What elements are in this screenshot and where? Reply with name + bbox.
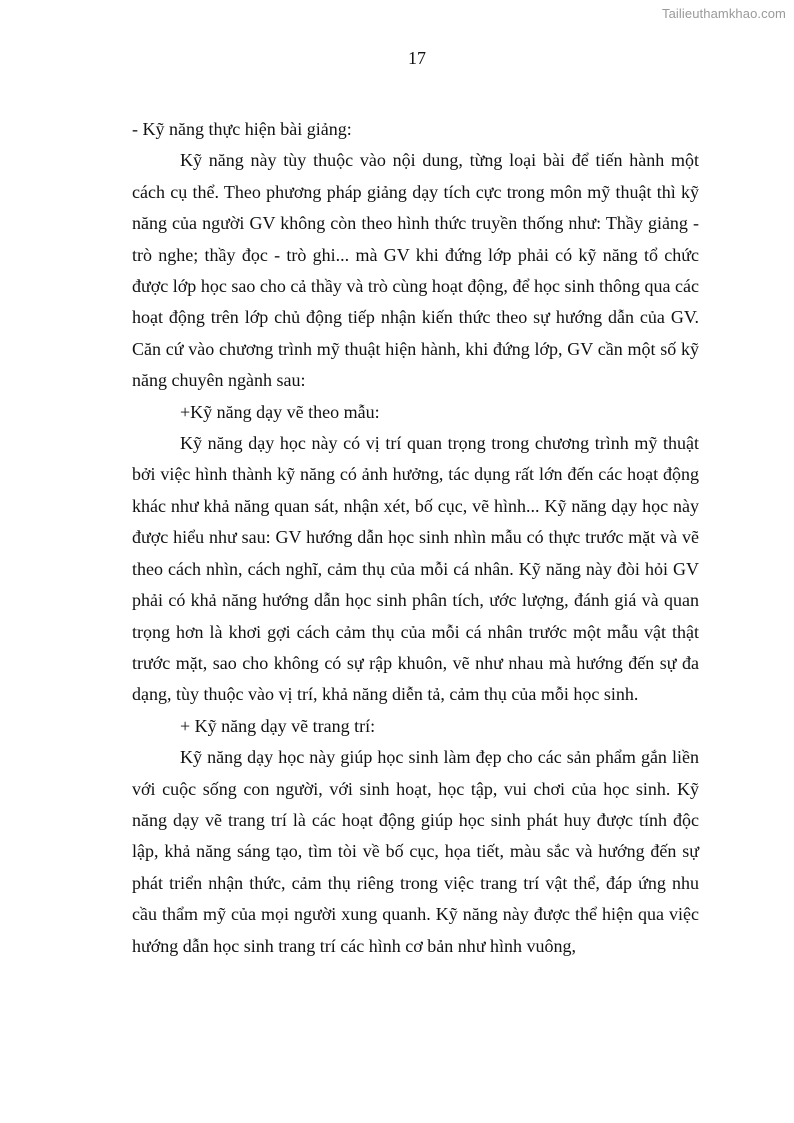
paragraph-heading-lecture-skill: - Kỹ năng thực hiện bài giảng: — [132, 119, 352, 139]
watermark-text: Tailieuthamkhao.com — [661, 6, 786, 21]
paragraph-heading-decorative-drawing: + Kỹ năng dạy vẽ trang trí: — [180, 715, 376, 736]
paragraph-lecture-skill: Kỹ năng này tùy thuộc vào nội dung, từng loại bài để tiến hành một cách cụ thể. Theo phương pháp giảng dạy tích cực trong môn mỹ thuật thì kỹ năng của người GV không còn theo hình thức truyền thống như: Thầy giảng - trò nghe; thầy đọc - trò ghi... mà GV khi đứng lớp phải có kỹ năng tổ chức được lớp học sao cho cả thầy và trò cùng hoạt động, để học sinh thông qua các hoạt động trên lớp chủ động tiếp nhận kiến thức theo sự hướng dẫn của GV. Căn cứ vào chương trình mỹ thuật hiện hành, khi đứng lớp, GV cần một số kỹ năng chuyên ngành sau: — [132, 150, 699, 391]
paragraph-model-drawing: Kỹ năng dạy học này có vị trí quan trọng trong chương trình mỹ thuật bởi việc hình thành kỹ năng có ảnh hưởng, tác dụng rất lớn đến các hoạt động khác như khả năng quan sát, nhận xét, bố cục, vẽ hình... Kỹ năng dạy học này được hiểu như sau: GV hướng dẫn học sinh nhìn mẫu có thực trước mặt và vẽ theo cách nhìn, cách nghĩ, cảm thụ của mỗi cá nhân. Kỹ năng này đòi hỏi GV phải có khả năng hướng dẫn học sinh phân tích, ước lượng, đánh giá và quan trọng hơn là khơi gợi cách cảm thụ của mỗi cá nhân trước một mẫu vật thật trước mặt, sao cho không có sự rập khuôn, vẽ như nhau mà hướng đến sự đa dạng, tùy thuộc vào vị trí, khả năng diễn tả, cảm thụ của mỗi học sinh. — [132, 433, 699, 705]
page-number: 17 — [408, 48, 426, 68]
paragraph-decorative-drawing: Kỹ năng dạy học này giúp học sinh làm đẹp cho các sản phẩm gắn liền với cuộc sống con người, với sinh hoạt, học tập, vui chơi của học sinh. Kỹ năng dạy vẽ trang trí là các hoạt động giúp học sinh phát huy được tính độc lập, khả năng sáng tạo, tìm tòi về bố cục, họa tiết, màu sắc và hướng đến sự phát triển nhận thức, cảm thụ riêng trong việc trang trí vật thể, đáp ứng nhu cầu thẩm mỹ của mọi người xung quanh. Kỹ năng này được thể hiện qua việc hướng dẫn học sinh trang trí các hình cơ bản như hình vuông, — [132, 747, 699, 956]
document-body — [132, 114, 699, 962]
paragraph-heading-model-drawing: +Kỹ năng dạy vẽ theo mẫu: — [180, 401, 380, 422]
